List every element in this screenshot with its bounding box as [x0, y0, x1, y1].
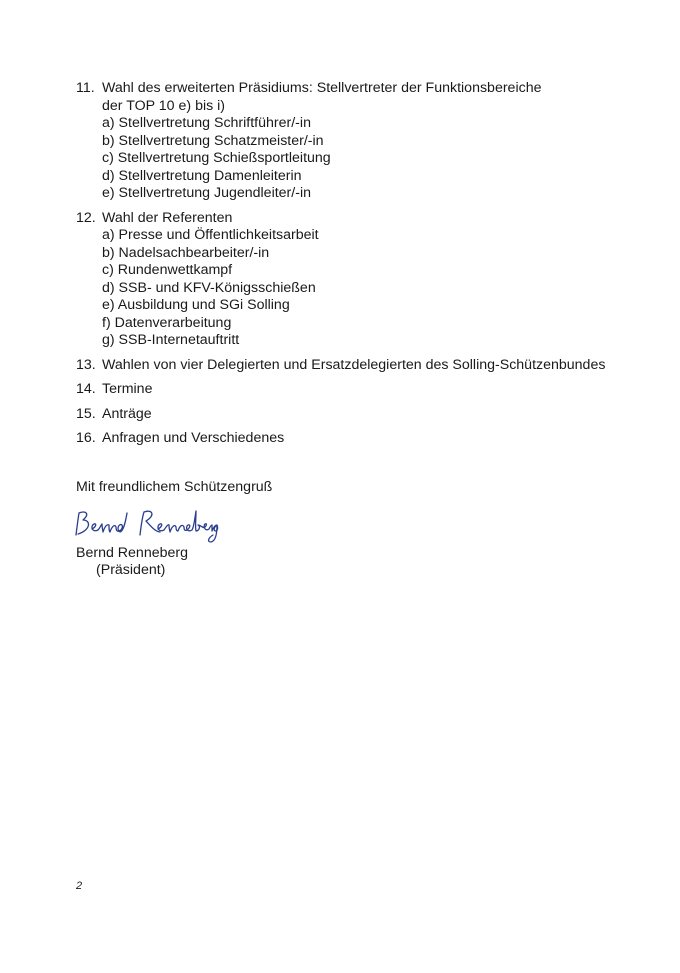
agenda-item-title: Anfragen und Verschiedenes: [102, 430, 285, 446]
agenda-subitem: f) Datenverarbeitung: [102, 314, 232, 331]
agenda-item-number: 15.: [76, 405, 96, 422]
handwritten-signature: [70, 505, 220, 545]
agenda-subitem: e) Ausbildung und SGi Solling: [102, 297, 290, 313]
signer-role: (Präsident): [96, 562, 166, 578]
agenda-item-title-continuation: der TOP 10 e) bis i): [102, 97, 226, 114]
agenda-item-number: 13.: [76, 356, 96, 373]
agenda-list: [76, 80, 666, 455]
agenda-subitem: a) Presse und Öffentlichkeitsarbeit: [102, 227, 319, 243]
agenda-subitem: c) Stellvertretung Schießsportleitung: [102, 150, 331, 166]
signer-name: Bernd Renneberg: [76, 545, 189, 561]
agenda-item-title: Anträge: [102, 405, 152, 422]
agenda-subitem: e) Stellvertretung Jugendleiter/-in: [102, 185, 311, 201]
agenda-item-15: [76, 406, 666, 424]
agenda-item-number: 14.: [76, 381, 96, 397]
agenda-subitem: b) Nadelsachbearbeiter/-in: [102, 244, 270, 261]
agenda-item-title: Termine: [102, 381, 153, 397]
agenda-item-number: 16.: [76, 430, 96, 446]
agenda-item-number: 12.: [76, 209, 96, 226]
agenda-item-title: Wahl des erweiterten Präsidiums: Stellvertreter der Funktionsbereiche: [102, 80, 542, 96]
agenda-item-number: 11.: [76, 80, 95, 96]
agenda-subitem: d) SSB- und KFV-Königsschießen: [102, 279, 316, 296]
agenda-subitem: b) Stellvertretung Schatzmeister/-in: [102, 132, 324, 149]
agenda-item-title: Wahl der Referenten: [102, 209, 233, 226]
agenda-subitem: a) Stellvertretung Schriftführer/-in: [102, 115, 311, 131]
closing-greeting: Mit freundlichem Schützengruß: [76, 479, 273, 495]
page-number: 2: [76, 880, 83, 892]
agenda-subitem: d) Stellvertretung Damenleiterin: [102, 167, 302, 184]
agenda-item-11: [76, 80, 666, 203]
agenda-item-14: [76, 381, 666, 399]
agenda-item-13: [76, 357, 666, 375]
agenda-item-12: [76, 210, 666, 350]
agenda-subitem: g) SSB-Internetauftritt: [102, 332, 240, 348]
agenda-item-title: Wahlen von vier Delegierten und Ersatzdelegierten des Solling-Schützenbundes: [102, 356, 606, 373]
agenda-item-16: [76, 430, 666, 448]
agenda-subitem: c) Rundenwettkampf: [102, 262, 233, 278]
